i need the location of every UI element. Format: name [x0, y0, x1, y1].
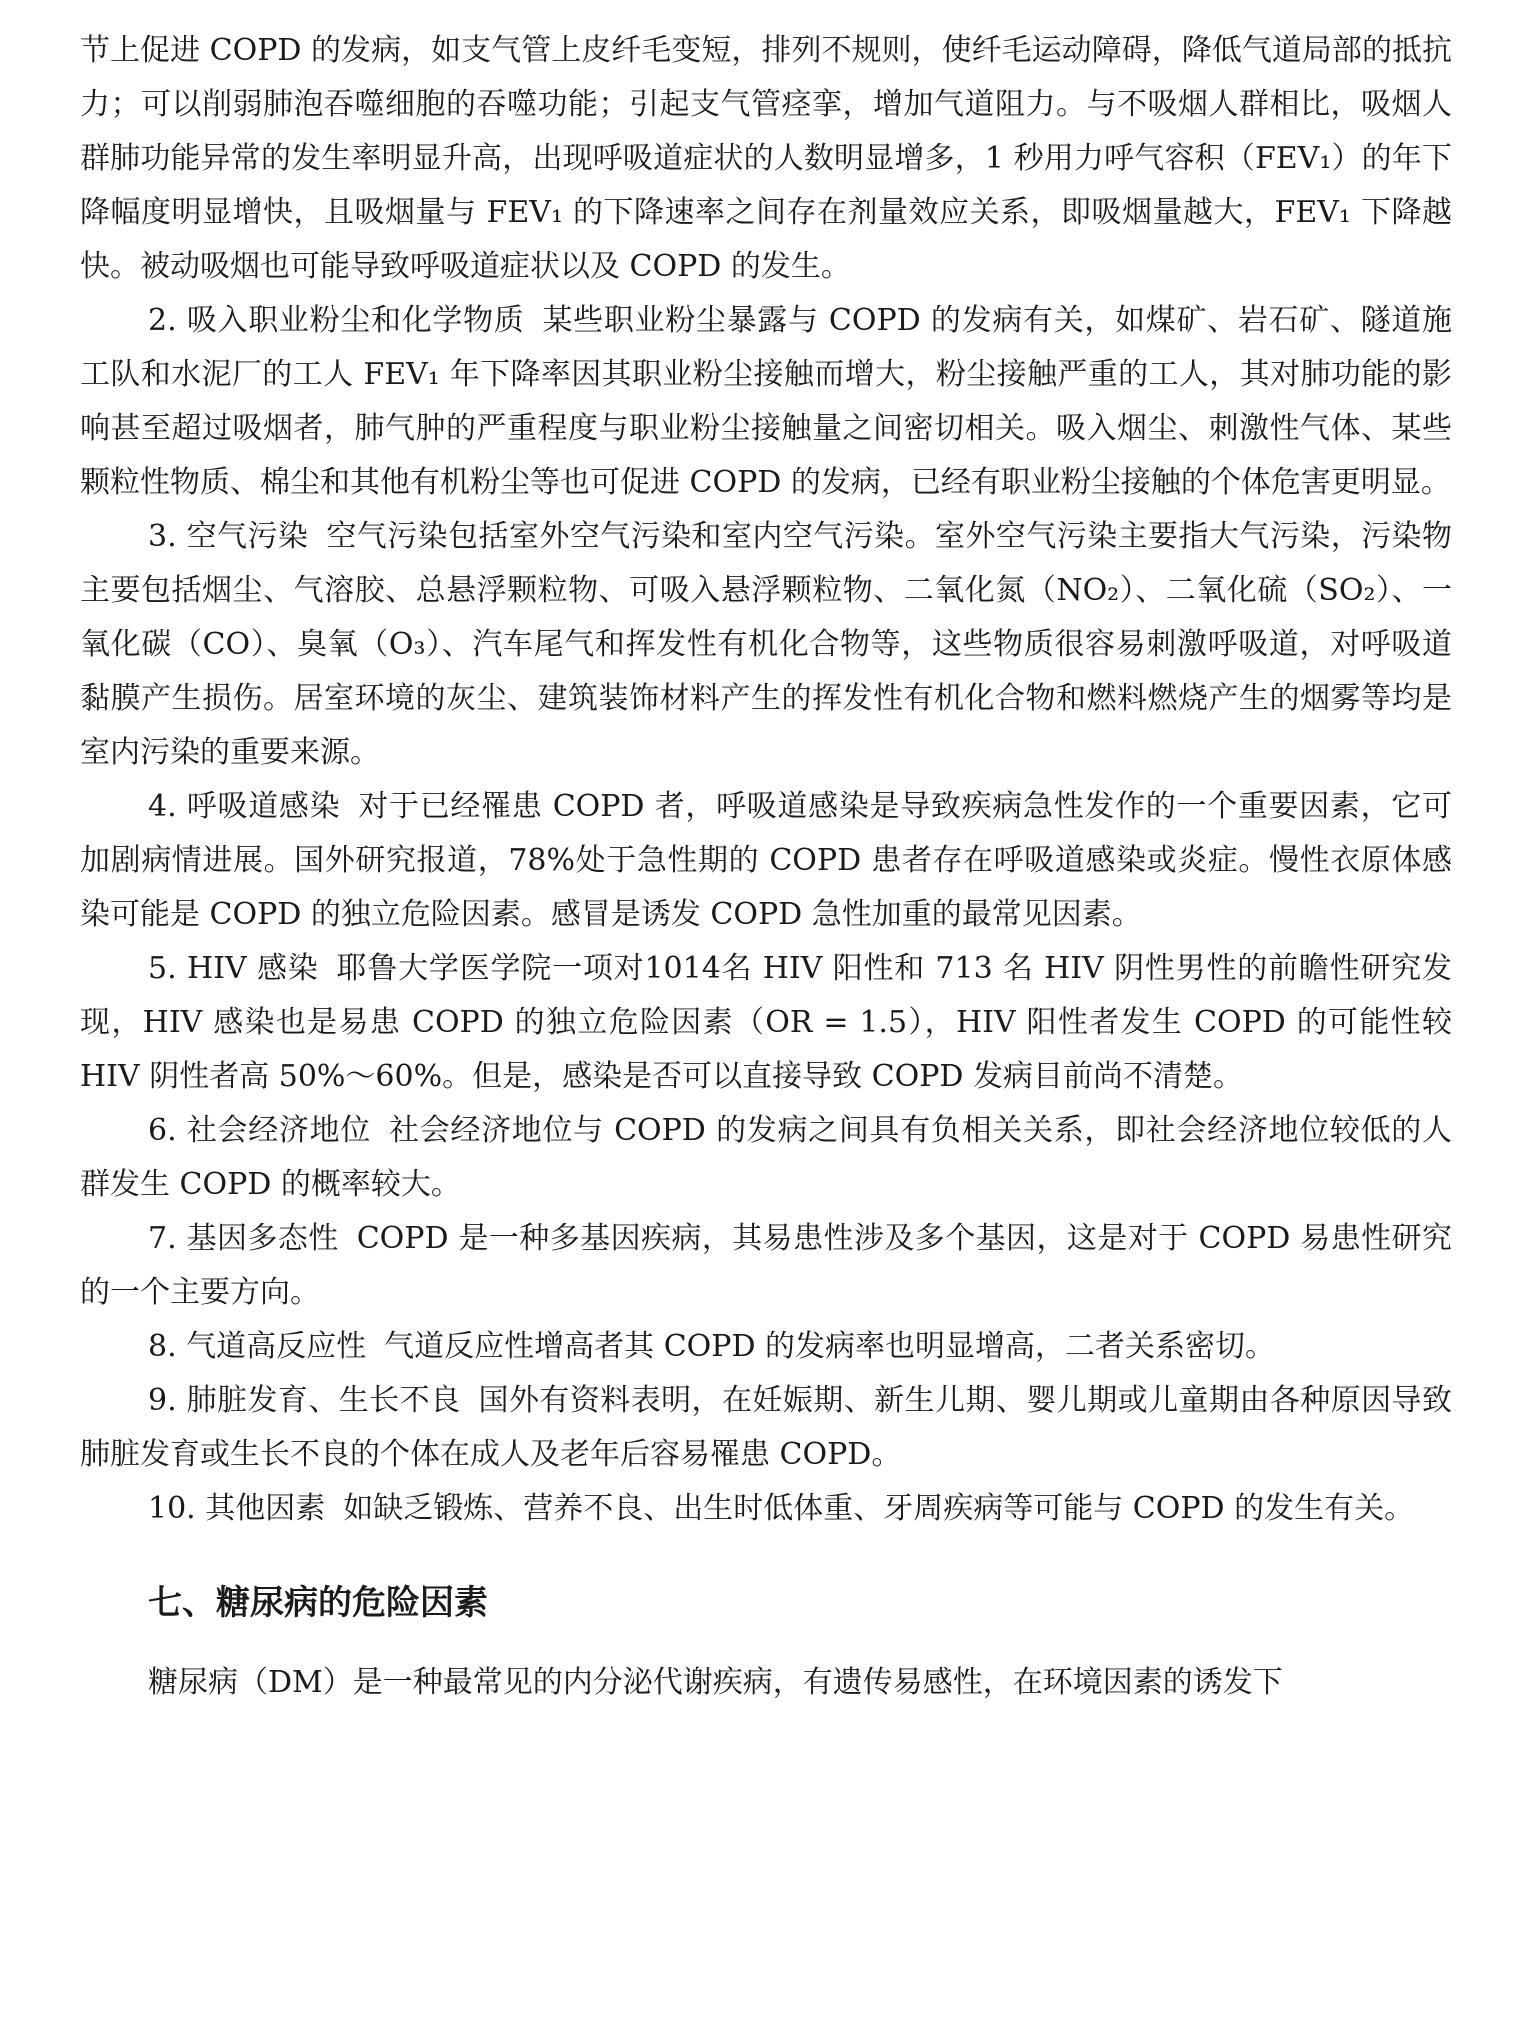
- paragraph-text: 节上促进 COPD 的发病，如支气管上皮纤毛变短，排列不规则，使纤毛运动障碍，降低气道局部的抵抗力；可以削弱肺泡吞噬细胞的吞噬功能；引起支气管痉挛，增加气道阻力。与不吸烟人群相比，吸烟人群肺功能异常的发生率明显升高，出现呼吸道症状的人数明显增多，1 秒用力呼气容积（FEV₁）的年下降幅度明显增快，且吸烟量与 FEV₁ 的下降速率之间存在剂量效应关系，即吸烟量越大，FEV₁ 下降越快。被动吸烟也可能导致呼吸道症状以及 COPD 的发生。: [80, 33, 1452, 284]
- paragraph-text: 如缺乏锻炼、营养不良、出生时低体重、牙周疾病等可能与 COPD 的发生有关。: [343, 1491, 1415, 1526]
- paragraph-occupational-dust: [80, 294, 1452, 510]
- paragraph-text: COPD 是一种多基因疾病，其易患性涉及多个基因，这是对于 COPD 易患性研究的一个主要方向。: [80, 1221, 1452, 1310]
- paragraph-respiratory-infection: [80, 780, 1452, 942]
- paragraph-text: 耶鲁大学医学院一项对1014名 HIV 阳性和 713 名 HIV 阴性男性的前瞻性研究发现，HIV 感染也是易患 COPD 的独立危险因素（OR = 1.5），HIV 阳性者发生 COPD 的可能性较 HIV 阴性者高 50%～60%。但是，感染是否可以直接导致 COPD 发病目前尚不清楚。: [80, 951, 1453, 1094]
- paragraph-lead: 10. 其他因素: [148, 1491, 326, 1526]
- document-page: [80, 24, 1452, 1710]
- paragraph-lead: 9. 肺脏发育、生长不良: [148, 1383, 461, 1418]
- paragraph-lead: 8. 气道高反应性: [148, 1329, 367, 1364]
- paragraph-lead: 2. 吸入职业粉尘和化学物质: [148, 303, 525, 338]
- paragraph-text: 社会经济地位与 COPD 的发病之间具有负相关关系，即社会经济地位较低的人群发生 COPD 的概率较大。: [80, 1113, 1452, 1202]
- paragraph-lead: 3. 空气污染: [148, 519, 309, 554]
- paragraph-text: 糖尿病（DM）是一种最常见的内分泌代谢疾病，有遗传易感性，在环境因素的诱发下: [148, 1665, 1283, 1700]
- paragraph-hiv-infection: [80, 942, 1452, 1104]
- section-heading: 七、糖尿病的危险因素: [148, 1583, 488, 1623]
- paragraph-lead: 6. 社会经济地位: [148, 1113, 371, 1148]
- paragraph-socioeconomic: [80, 1104, 1452, 1212]
- paragraph-text: 某些职业粉尘暴露与 COPD 的发病有关，如煤矿、岩石矿、隧道施工队和水泥厂的工人 FEV₁ 年下降率因其职业粉尘接触而增大，粉尘接触严重的工人，其对肺功能的影响甚至超过吸烟者，肺气肿的严重程度与职业粉尘接触量之间密切相关。吸入烟尘、刺激性气体、某些颗粒性物质、棉尘和其他有机粉尘等也可促进 COPD 的发病，已经有职业粉尘接触的个体危害更明显。: [80, 303, 1452, 500]
- paragraph-text: 气道反应性增高者其 COPD 的发病率也明显增高，二者关系密切。: [384, 1329, 1276, 1364]
- paragraph-lead: 4. 呼吸道感染: [148, 789, 341, 824]
- paragraph-air-pollution: [80, 510, 1452, 780]
- paragraph-airway-hyperresponsiveness: [80, 1320, 1452, 1374]
- paragraph-text: 空气污染包括室外空气污染和室内空气污染。室外空气污染主要指大气污染，污染物主要包括烟尘、气溶胶、总悬浮颗粒物、可吸入悬浮颗粒物、二氧化氮（NO₂）、二氧化硫（SO₂）、一氧化碳（CO）、臭氧（O₃）、汽车尾气和挥发性有机化合物等，这些物质很容易刺激呼吸道，对呼吸道黏膜产生损伤。居室环境的灰尘、建筑装饰材料产生的挥发性有机化合物和燃料燃烧产生的烟雾等均是室内污染的重要来源。: [80, 519, 1452, 770]
- paragraph-smoking-continued: [80, 24, 1452, 294]
- paragraph-gene-polymorphism: [80, 1212, 1452, 1320]
- paragraph-diabetes-intro: [80, 1656, 1452, 1710]
- paragraph-other-factors: [80, 1482, 1452, 1536]
- paragraph-lung-development: [80, 1374, 1452, 1482]
- paragraph-lead: 5. HIV 感染: [148, 951, 319, 986]
- paragraph-text: 国外有资料表明，在妊娠期、新生儿期、婴儿期或儿童期由各种原因导致肺脏发育或生长不良的个体在成人及老年后容易罹患 COPD。: [80, 1383, 1452, 1472]
- paragraph-lead: 7. 基因多态性: [148, 1221, 339, 1256]
- paragraph-text: 对于已经罹患 COPD 者，呼吸道感染是导致疾病急性发作的一个重要因素，它可加剧病情进展。国外研究报道，78%处于急性期的 COPD 患者存在呼吸道感染或炎症。慢性衣原体感染可能是 COPD 的独立危险因素。感冒是诱发 COPD 急性加重的最常见因素。: [80, 789, 1452, 932]
